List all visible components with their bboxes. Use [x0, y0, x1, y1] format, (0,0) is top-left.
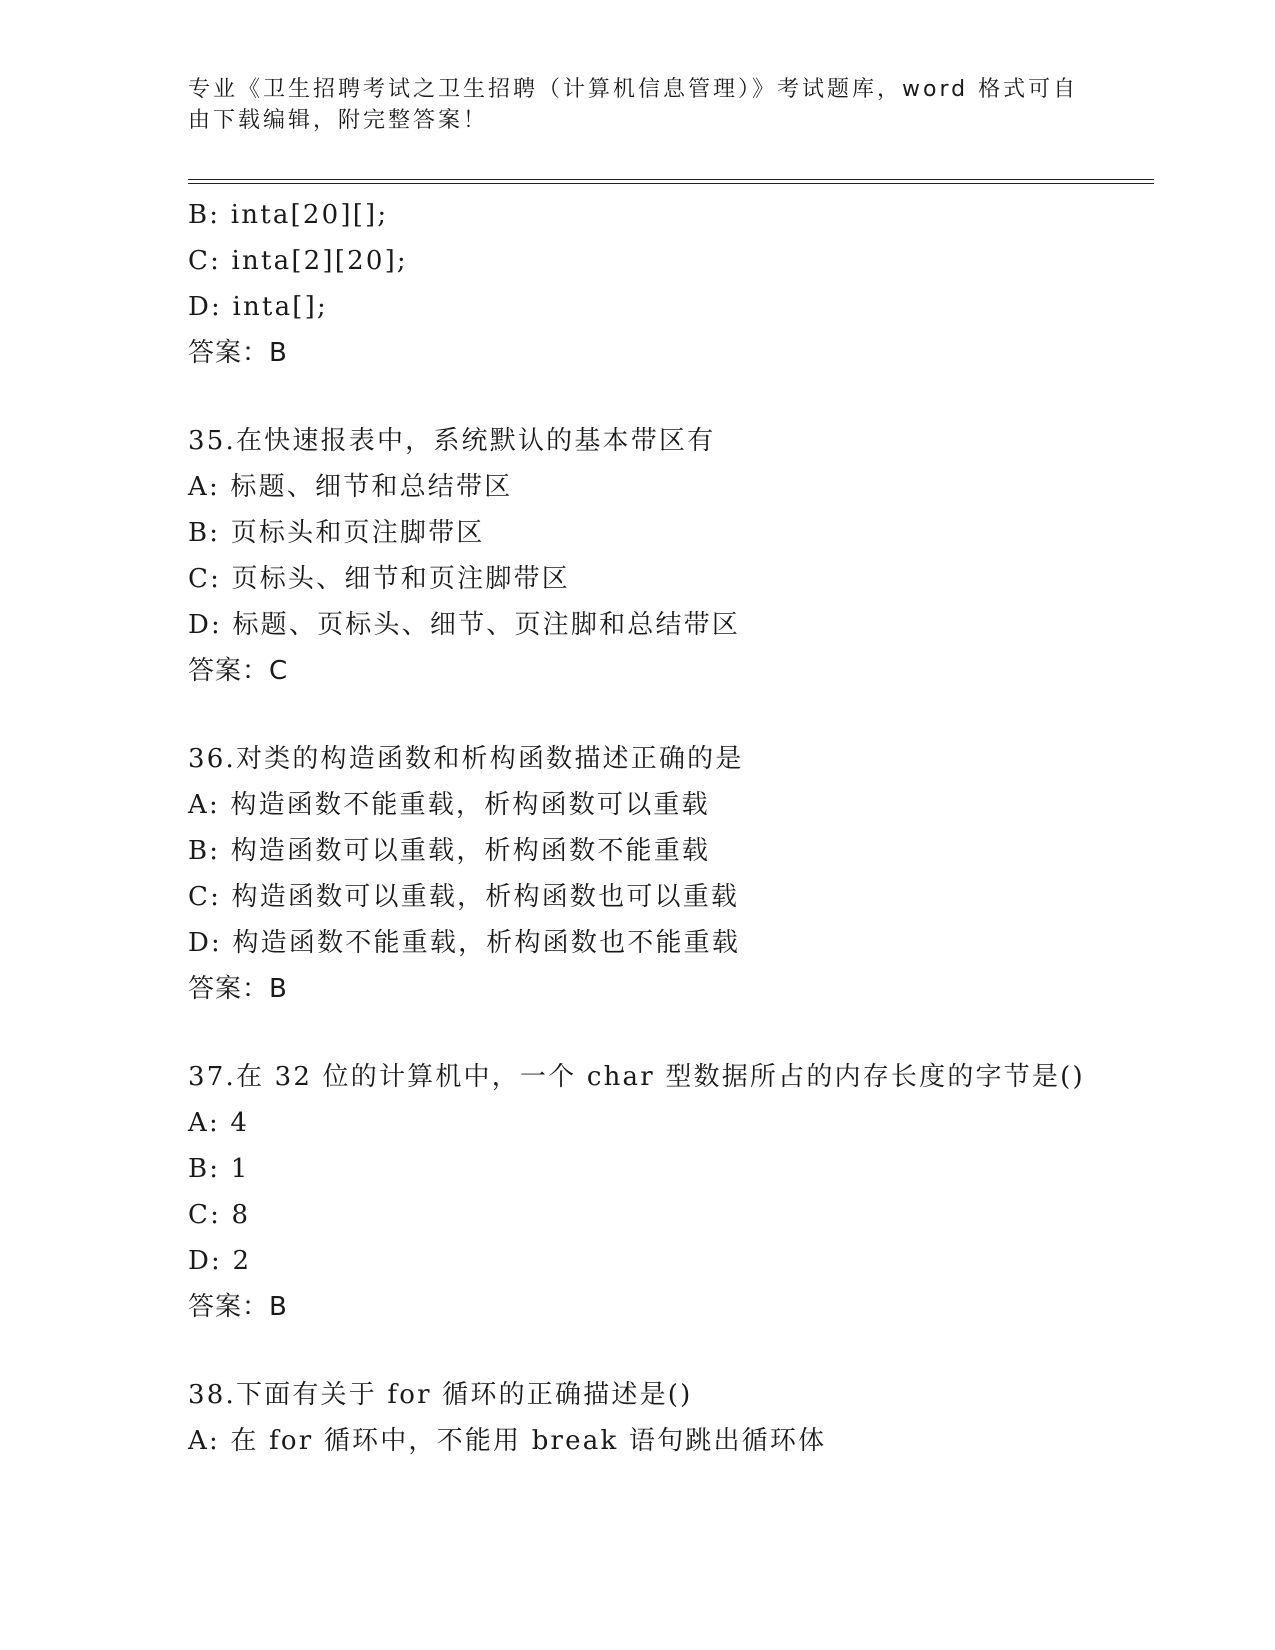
option-a: A: 标题、细节和总结带区 — [188, 472, 513, 502]
question-stem: 36.对类的构造函数和析构函数描述正确的是 — [188, 744, 744, 774]
header-line-1: 专业《卫生招聘考试之卫生招聘（计算机信息管理）》考试题库，word 格式可自 — [188, 77, 1079, 102]
question-stem: 37.在 32 位的计算机中，一个 char 型数据所占的内存长度的字节是() — [188, 1062, 1085, 1092]
option-d: D: inta[]; — [188, 292, 328, 322]
option-d: D: 2 — [188, 1246, 252, 1276]
header-divider-thin — [188, 179, 1154, 180]
question-38 — [188, 1372, 1168, 1464]
question-37 — [188, 1054, 1168, 1330]
answer: 答案：C — [188, 656, 289, 686]
question-35 — [188, 418, 1168, 694]
option-b: B: 1 — [188, 1154, 250, 1184]
option-b: B: inta[20][]; — [188, 200, 389, 230]
header-divider-thick — [188, 183, 1154, 184]
answer: 答案：B — [188, 338, 288, 368]
option-d: D: 标题、页标头、细节、页注脚和总结带区 — [188, 610, 741, 640]
option-c: C: 8 — [188, 1200, 251, 1230]
question-stem: 38.下面有关于 for 循环的正确描述是() — [188, 1380, 693, 1410]
question-stem: 35.在快速报表中，系统默认的基本带区有 — [188, 426, 716, 456]
answer: 答案：B — [188, 1292, 288, 1322]
option-a: A: 在 for 循环中，不能用 break 语句跳出循环体 — [188, 1426, 827, 1456]
option-c: C: inta[2][20]; — [188, 246, 408, 276]
question-list — [188, 192, 1168, 1464]
header-line-2: 由下载编辑，附完整答案！ — [188, 108, 489, 133]
option-b: B: 页标头和页注脚带区 — [188, 518, 485, 548]
document-header — [188, 74, 1088, 136]
option-a: A: 构造函数不能重载，析构函数可以重载 — [188, 790, 710, 820]
option-c: C: 页标头、细节和页注脚带区 — [188, 564, 570, 594]
question-34-tail — [188, 192, 1168, 376]
option-a: A: 4 — [188, 1108, 250, 1138]
answer: 答案：B — [188, 974, 288, 1004]
option-b: B: 构造函数可以重载，析构函数不能重载 — [188, 836, 711, 866]
option-c: C: 构造函数可以重载，析构函数也可以重载 — [188, 882, 740, 912]
question-36 — [188, 736, 1168, 1012]
option-d: D: 构造函数不能重载，析构函数也不能重载 — [188, 928, 741, 958]
